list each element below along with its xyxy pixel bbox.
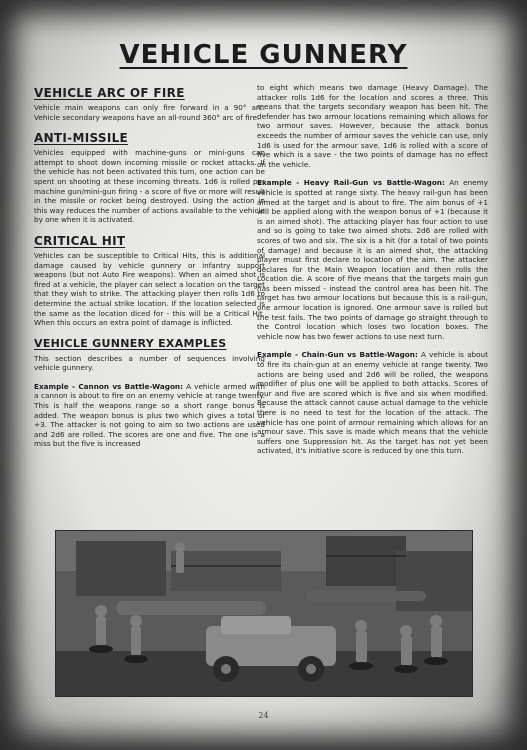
examples-intro-text: This section describes a number of sequences involving vehicle gunnery. [34,353,265,373]
miniatures-scene-illustration [56,531,472,696]
example-cannon-continued: to eight which means two damage (Heavy Damage). The attacker rolls 1d6 for the location and scores a three. This means that the targets secondary weapon has been hit. The defender has two armour locations remaining which allows for two armour saves. However, because the attack bonus exceeds the number of armour saves the vehicle can use, only 1d6 is used for the armour save. 1d6 is rolled with a score of five which is a save - the two points of damage has no effect on the vehicle. [257,83,488,169]
example-rail-gun-title: Example - Heavy Rail-Gun vs Battle-Wagon: [257,178,445,188]
example-cannon-text: A vehicle armed with a cannon is about to fire on an enemy vehicle at range twenty. This is half the weapons range so a short range bonus is added. The weapon bonus is plus two which gives a total of +3. The attacker is not going to aim so two actions are used and 2d6 are rolled. The scores are one and five. The one is a miss but the five is increased [34,381,265,449]
page-title: VEHICLE GUNNERY [119,40,408,70]
example-rail-gun [257,178,488,341]
heading-arc-of-fire: VEHICLE ARC OF FIRE [34,86,185,100]
arc-of-fire-text: Vehicle main weapons can only fire forward in a 90° arc. Vehicle secondary weapons have an all-round 360° arc of fire. [34,103,265,122]
example-chain-gun-title: Example - Chain-Gun vs Battle-Wagon: [257,350,418,360]
heading-anti-missile: ANTI-MISSILE [34,131,129,146]
example-chain-gun-text: A vehicle is about to fire its chain-gun at an enemy vehicle at range twenty. Two actions are being used and 2d6 will be rolled, the weapons modifier of plus one will be applied to both attacks. Scores of four and five are scored which is five and six when modified. Because the attack cannot cause actual damage to the vehicle there is no need to test for the location of the attack. The vehicle has one point of armour remaining which allows for an armour save. This save is made which means that the vehicle suffers one Suppression hit. As the target has not yet been activated, it's initiative score is reduced by one this turn. [257,350,488,456]
example-chain-gun [257,350,488,456]
miniatures-photo [55,530,473,697]
critical-hit-text: Vehicles can be susceptible to Critical Hits, this is additional damage caused by vehicle gunnery or infantry support weapons (but not Auto Fire weapons). When an aimed shot is fired at a vehicle, the player can select a location on the target that they wish to strike. The attacking player then rolls 1d6 to determine the actual strike location. If the location selected is the same as the location diced for - this will be a Critical Hit. When this occurs an extra point of damage is inflicted. [34,250,265,328]
heading-gunnery-examples: VEHICLE GUNNERY EXAMPLES [34,336,227,350]
page-number: 24 [258,711,269,720]
example-cannon-title: Example - Cannon vs Battle-Wagon: [34,381,183,391]
example-cannon [34,382,265,449]
anti-missile-text: Vehicles equipped with machine-guns or mini-guns can attempt to shoot down incoming missile or rocket attacks. If the vehicle has not been activated this turn, one action can be spent on shooting at these incoming threats. 1d6 is rolled per machine gun/mini-gun firing - a score of five or more will result in the missile or rocket being destroyed. Using the action in this way reduces the number of actions available to the vehicle by one when it is activated. [34,148,265,225]
heading-critical-hit: CRITICAL HIT [34,233,126,248]
example-rail-gun-text: An enemy vehicle is spotted at range sixty. The heavy rail-gun has been aimed at the target and is about to fire. The aim bonus of +1 will be applied along with the weapon bonus of +1 (because it is an aimed shot). The attacking player has four action to use and so is going to take two aimed shots. 2d6 are rolled with scores of two and six. The six is a hit (for a total of two points of damage) and because it is an aimed shot, the attacking player must first declare to location of the aim. The attacker declares for the Main Weapon location and then rolls the Location die. A score of five means that the targets main gun has been missed - instead the control area has been hit. The target has two armour locations but because this is a rail-gun, one armour location is ignored. One armour save is rolled but the test fails. The two points of damage go straight through to the Control location which loses two location boxes. The vehicle now has two fewer actions to use next turn. [257,178,488,341]
right-column [257,83,488,465]
left-column [34,86,265,458]
